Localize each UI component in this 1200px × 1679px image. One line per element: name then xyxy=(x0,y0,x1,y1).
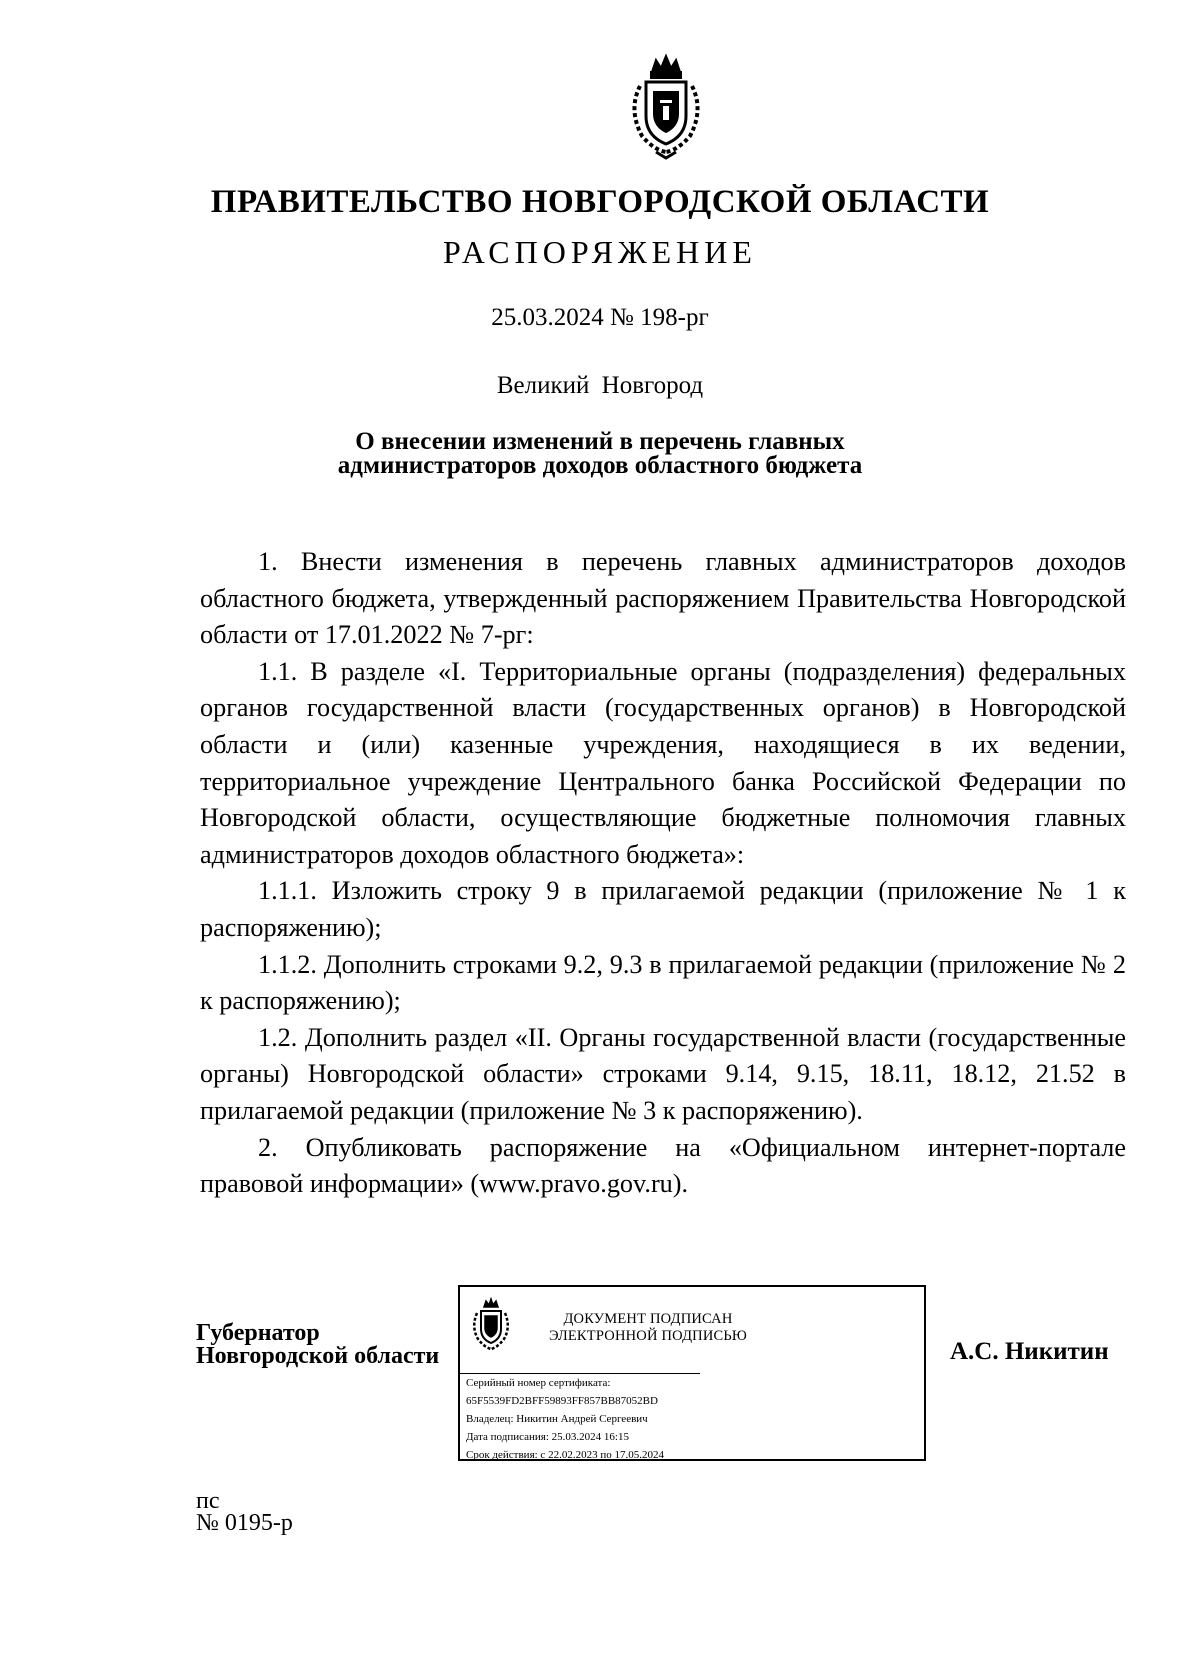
stamp-heading-line-1: ДОКУМЕНТ ПОДПИСАН xyxy=(563,1311,733,1327)
stamp-heading-line-2: ЭЛЕКТРОННОЙ ПОДПИСЬЮ xyxy=(548,1328,748,1344)
document-date-number: 25.03.2024 № 198-рг xyxy=(491,304,709,331)
organization-title: ПРАВИТЕЛЬСТВО НОВГОРОДСКОЙ ОБЛАСТИ xyxy=(210,184,990,220)
coat-of-arms-icon xyxy=(616,50,716,162)
stamp-heading xyxy=(538,1311,758,1345)
paragraph-1-2: 1.2. Дополнить раздел «II. Органы государственной власти (государственные органы) Новгородской области» строками 9.14, 9.15, 18.11, 18.12, 21.52 в прилагаемой редакции (приложение № 3 к распоряжению). xyxy=(200,1022,1126,1125)
stamp-serial-value: 65F5539FD2BFF59893FF857BB87052BD xyxy=(466,1395,658,1407)
signatory-title-line-2: Новгородской области xyxy=(196,1343,440,1369)
document-subject xyxy=(200,430,1000,478)
stamp-owner: Владелец: Никитин Андрей Сергеевич xyxy=(466,1413,648,1425)
footer-line-2: № 0195-р xyxy=(196,1510,293,1536)
subject-line-2: администраторов доходов областного бюджета xyxy=(337,452,863,479)
subject-line-1: О внесении изменений в перечень главных xyxy=(355,428,845,455)
signatory-title-line-1: Губернатор xyxy=(196,1320,320,1346)
signatory-title xyxy=(196,1322,439,1368)
paragraph-1-1-2: 1.1.2. Дополнить строками 9.2, 9.3 в прилагаемой редакции (приложение № 2 к распоряжению); xyxy=(200,949,1126,1016)
electronic-signature-stamp xyxy=(458,1285,926,1461)
paragraph-2: 2. Опубликовать распоряжение на «Официальном интернет-портале правовой информации» (www.pravo.gov.ru). xyxy=(200,1132,1126,1199)
document-type: РАСПОРЯЖЕНИЕ xyxy=(443,234,757,270)
stamp-serial-label: Серийный номер сертификата: xyxy=(466,1377,611,1389)
paragraph-1-1-1: 1.1.1. Изложить строку 9 в прилагаемой редакции (приложение № 1 к распоряжению); xyxy=(200,876,1126,942)
paragraph-1-1: 1.1. В разделе «I. Территориальные органы (подразделения) федеральных органов государственной власти (государственных органов) в Новгородской области и (или) казенные учреждения, находящиеся в их ведении, территориальное учреждение Центрального банка Российской Федерации по Новгородской области, осуществляющие бюджетные полномочия главных администраторов доходов областного бюджета»: xyxy=(200,656,1126,869)
signer-name: А.С. Никитин xyxy=(950,1338,1109,1365)
coat-of-arms-icon xyxy=(468,1297,514,1353)
stamp-details xyxy=(466,1374,664,1464)
document-body xyxy=(200,544,1126,1203)
stamp-signed-date: Дата подписания: 25.03.2024 16:15 xyxy=(466,1431,629,1443)
stamp-validity: Срок действия: с 22.02.2023 по 17.05.2024 xyxy=(466,1449,664,1461)
document-footer xyxy=(196,1490,293,1534)
paragraph-1: 1. Внести изменения в перечень главных администраторов доходов областного бюджета, утвержденный распоряжением Правительства Новгородской области от 17.01.2022 № 7-рг: xyxy=(200,547,1126,650)
document-city: Великий Новгород xyxy=(496,372,704,399)
footer-line-1: пс xyxy=(196,1488,220,1514)
